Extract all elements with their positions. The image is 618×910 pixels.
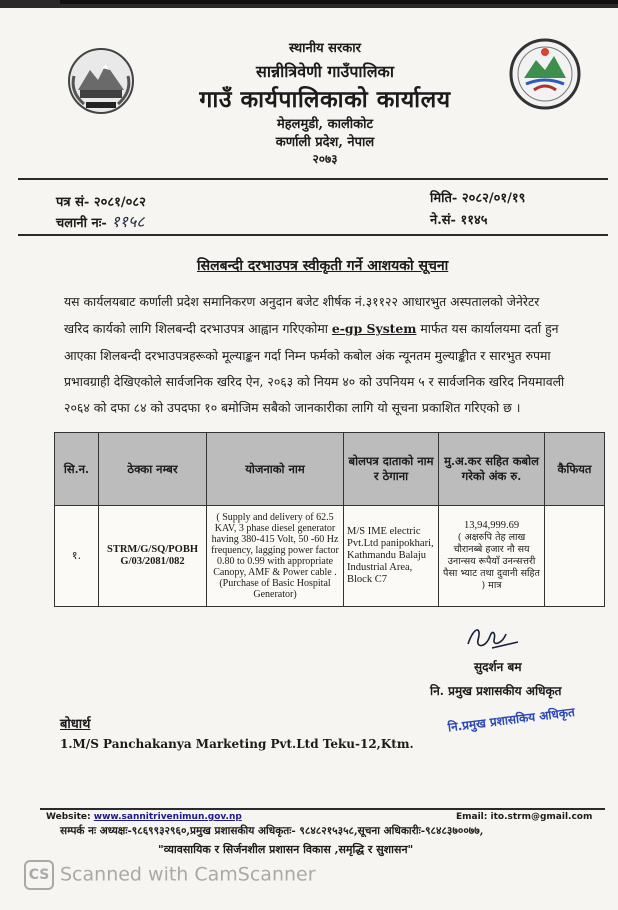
- footer-email: [456, 812, 592, 822]
- amount-number: 13,94,999.69: [463, 520, 520, 531]
- cc-title: बोधार्थ: [60, 717, 91, 732]
- letter-number-label: पत्र सं-: [56, 195, 90, 210]
- email-label: Email:: [456, 812, 488, 822]
- header-municipality-name: सान्नीत्रिवेणी गाउँपालिका: [256, 62, 394, 81]
- cell-bidder: M/S IME electric Pvt.Ltd panipokhari, Kathmandu Balaju Industrial Area, Block C7: [344, 506, 439, 607]
- letter-number-value: २०८१/०८२: [93, 195, 146, 210]
- cell-amount: [439, 506, 545, 607]
- table-row: [55, 506, 605, 607]
- header-local-government: स्थानीय सरकार: [289, 41, 361, 56]
- amount-words: ( अक्षरुपि तेह लाख चौरानब्बे हजार नौ सय उनान्सय रूपैयाँ उनन्सत्तरी पैसा भ्याट तथा दुवानी सहित ) मात्र: [443, 532, 540, 591]
- body-line-2b: मार्फत यस कार्यालयमा दर्ता हुन: [420, 321, 559, 336]
- bid-table: [54, 432, 605, 607]
- cell-sn: १.: [55, 506, 99, 607]
- col-header-amount: मु.अ.कर सहित कबोल गरेको अंक रु.: [439, 433, 545, 506]
- meta-divider: [18, 234, 608, 236]
- col-header-contract: ठेक्का नम्बर: [99, 433, 207, 506]
- letter-date: [430, 188, 525, 206]
- header-office-name: गाउँ कार्यपालिकाको कार्यालय: [199, 86, 451, 113]
- col-header-project: योजनाको नाम: [207, 433, 344, 506]
- cell-contract: STRM/G/SQ/POBH G/03/2081/082: [99, 506, 207, 607]
- letter-date-label: मिति-: [430, 191, 458, 206]
- camscanner-icon: CS: [24, 860, 54, 890]
- body-line-3: आएका शिलबन्दी दरभाउपत्रहरूको मूल्याङ्कन गर्दा निम्न फर्मको कबोल अंक न्यूनतम मुल्याङ्कीत र सारभुत रुपमा: [64, 348, 551, 363]
- dispatch-number-label: चलानी नः-: [56, 216, 107, 231]
- handwritten-signature-icon: [462, 622, 522, 656]
- cell-remark: [545, 506, 605, 607]
- dispatch-number: [56, 210, 145, 232]
- header-province: कर्णाली प्रदेश, नेपाल: [275, 135, 375, 150]
- official-stamp: नि.प्रमुख प्रशासकिय अधिकृत: [447, 705, 576, 735]
- email-address: ito.strm@gmail.com: [490, 812, 593, 822]
- camscanner-text: Scanned with CamScanner: [60, 863, 316, 886]
- table-header-row: [55, 433, 605, 506]
- col-header-remark: कैफियत: [545, 433, 605, 506]
- egp-system-text: e-gp System: [331, 321, 417, 336]
- camscanner-watermark: [24, 860, 316, 890]
- top-scan-edge-dark: [60, 0, 618, 4]
- footer-contacts: सम्पर्क नः अध्यक्षः-९८६९९३२९६०,प्रमुख प्रशासकीय अधिकृतः- ९८४८२१५३५८,सूचना अधिकारीः-९८४८३७००७७,: [60, 825, 484, 837]
- body-line-2: [64, 320, 614, 337]
- header-address: मेहलमुडी, कालीकोट: [276, 117, 374, 132]
- website-link[interactable]: www.sannitrivenimun.gov.np: [93, 812, 242, 822]
- col-header-bidder: बोलपत्र दाताको नाम र ठेगाना: [344, 433, 439, 506]
- body-line-4: प्रभावग्राही देखिएकोले सार्वजनिक खरिद ऐन, २०६३ को नियम ४० को उपनियम ५ र सार्वजनिक खरिद नियमावली: [64, 374, 565, 389]
- nepal-emblem-icon: [66, 46, 136, 116]
- signatory-designation: नि. प्रमुख प्रशासकीय अधिकृत: [430, 684, 562, 698]
- body-line-5: २०६४ को दफा ८४ को उपदफा १० बमोजिम सबैको जानकारीका लागि यो सूचना प्रकाशित गरिएको छ ।: [64, 400, 521, 415]
- header-divider: [18, 178, 608, 180]
- municipality-logo-icon: [506, 34, 584, 114]
- footer-slogan: "व्यावसायिक र सिर्जनशील प्रशासन विकास ,समृद्धि र सुशासन": [158, 843, 414, 856]
- signatory-name: सुदर्शन बम: [474, 660, 522, 674]
- body-line-1: यस कार्यलयबाट कर्णाली प्रदेश समानिकरण अनुदान बजेट शीर्षक नं.३११२२ आधारभुत अस्पतालको जेनेरेटर: [64, 294, 540, 309]
- nepal-era-value: ११४५: [460, 213, 488, 228]
- website-label: Website:: [46, 812, 91, 822]
- notice-subject: सिलबन्दी दरभाउपत्र स्वीकृती गर्ने आशयको सूचना: [197, 258, 449, 274]
- nepal-era-label: ने.सं-: [430, 213, 456, 228]
- header-year: २०७३: [312, 152, 338, 166]
- letter-date-value: २०८२/०१/१९: [461, 191, 526, 206]
- col-header-sn: सि.न.: [55, 433, 99, 506]
- dispatch-number-value: ११५८: [111, 212, 145, 231]
- letter-number: [56, 192, 146, 210]
- nepal-era-number: [430, 210, 488, 228]
- body-line-2a: खरिद कार्यको लागि शिलबन्दी दरभाउपत्र आह्वान गरिएकोमा: [64, 321, 328, 336]
- footer-divider: [40, 808, 605, 810]
- footer-website: [46, 812, 242, 822]
- cell-project: ( Supply and delivery of 62.5 KAV, 3 phase diesel generator having 380-415 Volt, 50 -60 Hz frequency, lagging power factor 0.80 to 0.99 with appropriate Canopy, AMF & Power cable .(Purchase of Basic Hospital Generator): [207, 506, 344, 607]
- cc-recipient-1: 1.M/S Panchakanya Marketing Pvt.Ltd Teku-12,Ktm.: [60, 737, 414, 751]
